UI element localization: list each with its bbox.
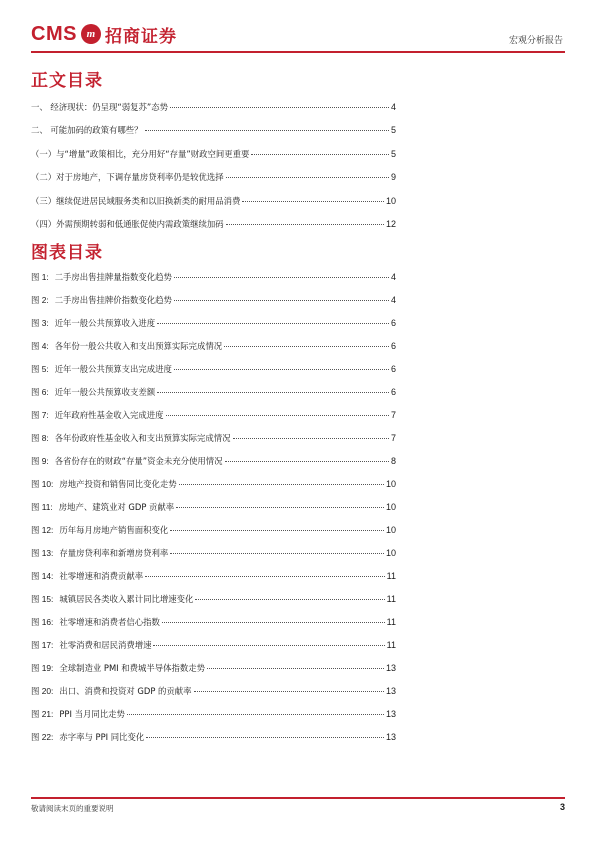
figure-leader-dots <box>225 461 389 462</box>
figure-number: 图 2: <box>31 295 49 305</box>
figure-leader-dots <box>166 415 389 416</box>
figure-number: 图 6: <box>31 387 49 397</box>
toc-leader-dots <box>170 107 389 108</box>
figure-label: 各年份一般公共收入和支出预算实际完成情况 <box>54 341 223 351</box>
figure-label: 全球制造业 PMI 和费城半导体指数走势 <box>59 663 206 673</box>
toc-page-number: 5 <box>390 125 396 136</box>
toc-label: （二）对于房地产，下调存量房贷利率仍是较优选择 <box>31 172 224 183</box>
logo-text: CMS <box>31 22 77 45</box>
figure-entry[interactable] <box>31 615 396 629</box>
figure-number: 图 20: <box>31 686 54 696</box>
figure-leader-dots <box>174 300 389 301</box>
figure-entry[interactable] <box>31 362 396 376</box>
figure-leader-dots <box>207 668 384 669</box>
figure-leader-dots <box>127 714 384 715</box>
figure-leader-dots <box>194 691 384 692</box>
figure-page-number: 11 <box>386 640 396 650</box>
figure-page-number: 11 <box>386 594 396 604</box>
header-divider <box>31 51 565 53</box>
figure-number: 图 19: <box>31 663 54 673</box>
figure-label: 近年一般公共预算支出完成进度 <box>54 364 172 374</box>
figure-leader-dots <box>153 645 384 646</box>
toc-label: 一、 经济现状：仍呈现“弱复苏”态势 <box>31 102 168 112</box>
figure-entry[interactable] <box>31 339 396 353</box>
toc-label: （三）继续促进居民域服务类和以旧换新类的耐用品消费 <box>31 195 241 206</box>
figure-entry[interactable] <box>31 408 396 422</box>
figure-label: 历年每月房地产销售面积变化 <box>59 525 169 535</box>
toc-leader-dots <box>145 130 389 131</box>
figure-leader-dots <box>179 484 384 485</box>
figure-number: 图 14: <box>31 571 54 581</box>
page-header <box>31 20 565 50</box>
figure-number: 图 4: <box>31 341 49 351</box>
toc-entry[interactable] <box>31 170 396 184</box>
figure-page-number: 7 <box>390 410 396 420</box>
report-type: 宏观分析报告 <box>508 36 563 46</box>
figure-entry[interactable] <box>31 638 396 652</box>
footer-divider <box>31 797 565 799</box>
figure-entry[interactable] <box>31 730 396 744</box>
toc-leader-dots <box>226 224 384 225</box>
company-logo <box>31 20 177 48</box>
figure-label: 近年政府性基金收入完成进度 <box>54 410 164 420</box>
figure-entry[interactable] <box>31 270 396 284</box>
figure-label: 社零增速和消费贡献率 <box>59 571 144 581</box>
figure-label: 各省份存在的财政“存量”资金未充分使用情况 <box>54 456 223 466</box>
figure-page-number: 10 <box>385 502 396 512</box>
toc-page-number: 4 <box>390 102 396 112</box>
figure-page-number: 8 <box>390 456 396 466</box>
figure-leader-dots <box>157 392 389 393</box>
figure-number: 图 11: <box>31 502 53 512</box>
figure-label: PPI 当月同比走势 <box>59 709 125 719</box>
toc-entry[interactable] <box>31 194 396 208</box>
figure-page-number: 10 <box>385 548 396 558</box>
figures-title: 图表目录 <box>31 243 103 263</box>
figure-number: 图 3: <box>31 318 49 328</box>
figure-label: 社零消费和居民消费增速 <box>59 640 152 650</box>
logo-mark-icon: m <box>81 24 101 44</box>
figure-entry[interactable] <box>31 385 396 399</box>
figure-label: 城镇居民各类收入累计同比增速变化 <box>59 594 194 604</box>
figure-number: 图 21: <box>31 709 54 719</box>
figure-label: 赤字率与 PPI 同比变化 <box>59 732 145 742</box>
figure-page-number: 11 <box>386 617 396 627</box>
company-name: 招商证券 <box>104 26 177 47</box>
figure-page-number: 10 <box>385 525 396 535</box>
figure-page-number: 11 <box>386 571 396 581</box>
figure-label: 二手房出售挂牌价指数变化趋势 <box>54 295 172 305</box>
figure-entry[interactable] <box>31 293 396 307</box>
figure-leader-dots <box>170 530 384 531</box>
figure-page-number: 10 <box>385 479 396 489</box>
figure-number: 图 16: <box>31 617 54 627</box>
figure-label: 近年一般公共预算收支差额 <box>54 387 156 397</box>
figure-page-number: 6 <box>390 364 396 374</box>
figure-page-number: 4 <box>390 295 396 305</box>
figure-leader-dots <box>174 369 389 370</box>
figure-entry[interactable] <box>31 500 396 514</box>
figure-entry[interactable] <box>31 316 396 330</box>
toc-leader-dots <box>242 201 384 202</box>
toc-label: （四）外需预期转弱和低通胀促使内需政策继续加码 <box>31 219 224 229</box>
figure-page-number: 4 <box>390 272 396 282</box>
figure-entry[interactable] <box>31 592 396 606</box>
figure-label: 房地产、建筑业对 GDP 贡献率 <box>58 502 175 512</box>
figure-entry[interactable] <box>31 431 396 445</box>
figure-leader-dots <box>146 737 384 738</box>
figure-page-number: 13 <box>385 709 396 719</box>
figure-number: 图 12: <box>31 525 54 535</box>
toc-page-number: 5 <box>390 148 396 159</box>
toc-entry[interactable] <box>31 100 396 114</box>
figure-label: 二手房出售挂牌量指数变化趋势 <box>54 272 172 282</box>
figure-page-number: 7 <box>390 433 396 443</box>
figure-number: 图 1: <box>31 272 49 282</box>
footer-disclaimer: 敬请阅读末页的重要说明 <box>31 804 114 813</box>
toc-leader-dots <box>226 177 389 178</box>
figure-label: 各年份政府性基金收入和支出预算实际完成情况 <box>54 433 231 443</box>
page-number: 3 <box>559 802 565 812</box>
figure-label: 存量房贷利率和新增房贷利率 <box>59 548 169 558</box>
figure-page-number: 13 <box>385 686 396 696</box>
figure-label: 社零增速和消费者信心指数 <box>59 617 160 627</box>
toc-page-number: 10 <box>385 195 396 206</box>
toc-leader-dots <box>251 154 389 155</box>
figure-leader-dots <box>176 507 384 508</box>
figure-entry[interactable] <box>31 707 396 721</box>
toc-entry[interactable] <box>31 123 396 137</box>
toc-label: （一）与“增量”政策相比，充分用好“存量”财政空间更重要 <box>31 148 250 159</box>
figure-page-number: 13 <box>385 663 396 673</box>
toc-entry[interactable] <box>31 147 396 161</box>
figure-number: 图 10: <box>31 479 54 489</box>
figure-leader-dots <box>162 622 385 623</box>
toc-page-number: 12 <box>385 219 396 229</box>
figure-number: 图 15: <box>31 594 54 604</box>
figure-number: 图 17: <box>31 640 54 650</box>
figure-number: 图 9: <box>31 456 49 466</box>
figure-leader-dots <box>174 277 389 278</box>
figure-entry[interactable] <box>31 454 396 468</box>
figure-leader-dots <box>145 576 385 577</box>
figure-number: 图 22: <box>31 732 54 742</box>
figure-page-number: 6 <box>390 341 396 351</box>
toc-page-number: 9 <box>390 172 396 183</box>
figure-entry[interactable] <box>31 684 396 698</box>
figure-entry[interactable] <box>31 477 396 491</box>
figure-leader-dots <box>170 553 384 554</box>
figure-number: 图 7: <box>31 410 49 420</box>
figure-leader-dots <box>224 346 389 347</box>
figure-page-number: 6 <box>390 318 396 328</box>
figure-leader-dots <box>157 323 389 324</box>
figure-number: 图 8: <box>31 433 49 443</box>
toc-entry[interactable] <box>31 217 396 231</box>
figure-number: 图 13: <box>31 548 54 558</box>
figure-page-number: 13 <box>385 732 396 742</box>
figure-label: 房地产投资和销售同比变化走势 <box>59 479 177 489</box>
figure-entry[interactable] <box>31 569 396 583</box>
figure-number: 图 5: <box>31 364 49 374</box>
figure-leader-dots <box>233 438 389 439</box>
figure-label: 出口、消费和投资对 GDP 的贡献率 <box>59 686 192 696</box>
figure-entry[interactable] <box>31 661 396 675</box>
figure-entry[interactable] <box>31 546 396 560</box>
figure-page-number: 6 <box>390 387 396 397</box>
figure-entry[interactable] <box>31 523 396 537</box>
toc-label: 二、 可能加码的政策有哪些？ <box>31 125 143 136</box>
figure-label: 近年一般公共预算收入进度 <box>54 318 156 328</box>
toc-title: 正文目录 <box>31 71 103 91</box>
figure-leader-dots <box>195 599 384 600</box>
